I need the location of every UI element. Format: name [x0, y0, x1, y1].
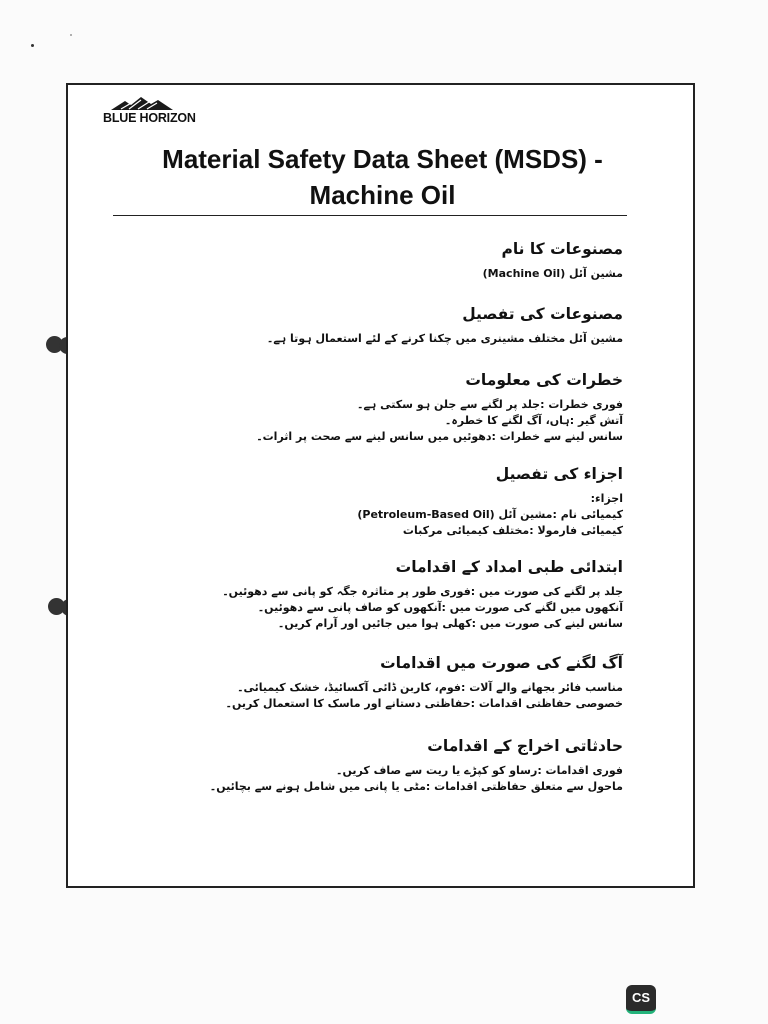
scan-speck — [70, 34, 72, 36]
section-fire-fighting — [153, 651, 623, 712]
section-first-aid — [153, 555, 623, 632]
document-frame — [66, 83, 695, 888]
section-line: ماحول سے متعلق حفاظتی اقدامات :مٹی یا پانی میں شامل ہونے سے بچائیں۔ — [209, 780, 623, 793]
title-line-1: Material Safety Data Sheet (MSDS) - — [162, 144, 603, 174]
section-line: فوری خطرات :جلد پر لگنے سے جلن ہو سکتی ہے۔ — [357, 398, 623, 411]
document-title — [68, 141, 697, 213]
section-line: جلد پر لگنے کی صورت میں :فوری طور پر متاثرہ جگہ کو پانی سے دھوئیں۔ — [222, 585, 623, 598]
section-line: آتش گیر :ہاں، آگ لگنے کا خطرہ۔ — [444, 414, 623, 427]
section-line: (Machine Oil) مشین آئل — [482, 267, 623, 280]
section-heading: مصنوعات کا نام — [501, 240, 623, 258]
section-accidental-release — [153, 734, 623, 795]
section-line: کیمیائی فارمولا :مختلف کیمیائی مرکبات — [402, 524, 623, 537]
logo-text: BLUE HORIZON — [103, 111, 196, 125]
section-line: مشین آئل مختلف مشینری میں چکنا کرنے کے لئے استعمال ہوتا ہے۔ — [266, 332, 623, 345]
section-heading: اجزاء کی تفصیل — [495, 465, 623, 483]
mountain-icon — [111, 95, 173, 111]
section-line: آنکھوں میں لگنے کی صورت میں :آنکھوں کو صاف پانی سے دھوئیں۔ — [257, 601, 623, 614]
section-product-name — [153, 237, 623, 282]
company-logo — [103, 93, 199, 133]
title-divider — [113, 215, 627, 216]
section-line: اجزاء: — [590, 492, 623, 505]
section-line: فوری اقدامات :رساو کو کپڑے یا ریت سے صاف کریں۔ — [336, 764, 623, 777]
section-heading: خطرات کی معلومات — [465, 371, 623, 389]
section-heading: مصنوعات کی تفصیل — [462, 305, 623, 323]
section-heading: ابتدائی طبی امداد کے اقدامات — [395, 558, 623, 576]
scan-speck — [31, 44, 34, 47]
section-product-description — [153, 302, 623, 347]
section-line: (Petroleum-Based Oil) کیمیائی نام :مشین آئل — [357, 508, 623, 521]
section-heading: آگ لگنے کی صورت میں اقدامات — [380, 654, 623, 672]
title-line-2: Machine Oil — [309, 180, 456, 210]
section-hazard-information — [153, 368, 623, 445]
section-line: سانس لینے سے خطرات :دھوئیں میں سانس لینے سے صحت پر اثرات۔ — [256, 430, 623, 443]
section-heading: حادثاتی اخراج کے اقدامات — [427, 737, 623, 755]
section-line: خصوصی حفاظتی اقدامات :حفاظتی دستانے اور ماسک کا استعمال کریں۔ — [225, 697, 623, 710]
camscanner-badge: CS — [626, 985, 656, 1014]
section-line: سانس لینے کی صورت میں :کھلی ہوا میں جائیں اور آرام کریں۔ — [277, 617, 623, 630]
section-composition — [153, 462, 623, 539]
section-line: مناسب فائر بجھانے والے آلات :فوم، کاربن ڈائی آکسائیڈ، خشک کیمیائی۔ — [237, 681, 623, 694]
